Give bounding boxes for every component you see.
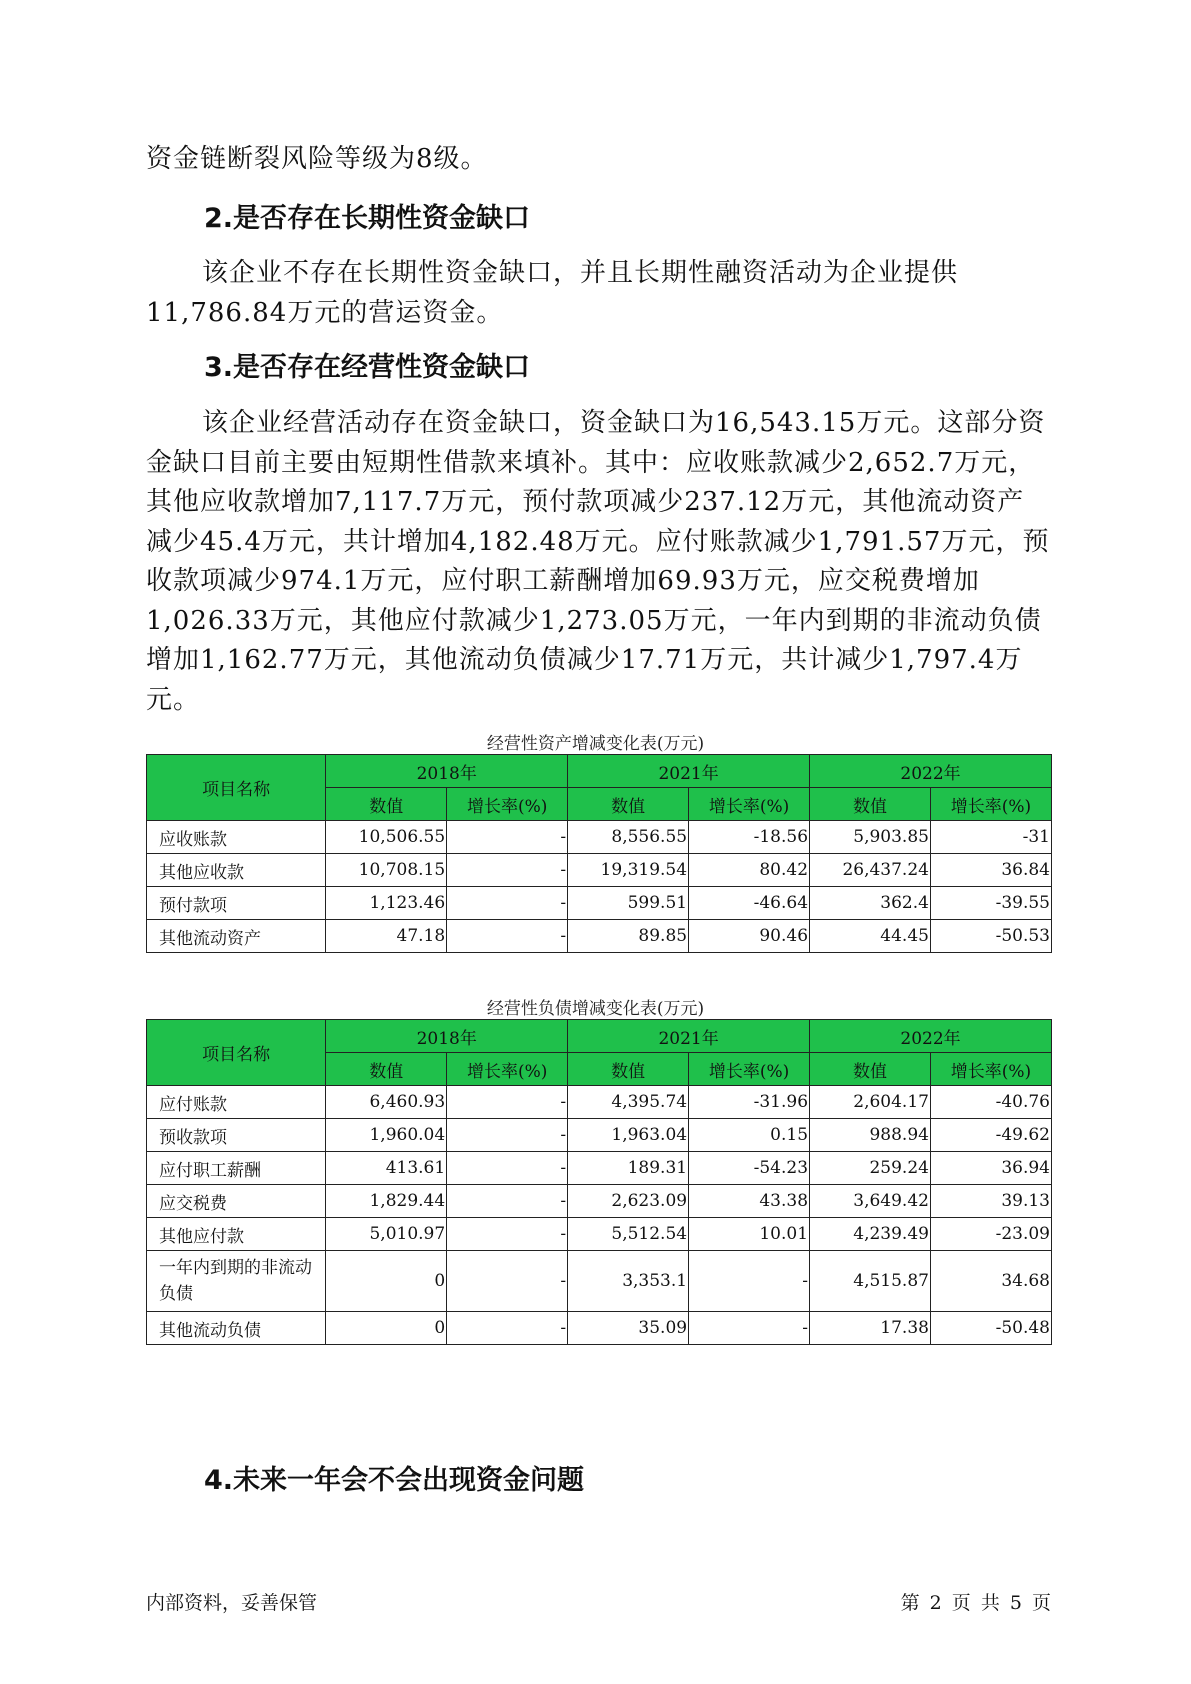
footer-confidential-note: 内部资料，妥善保管 — [146, 1592, 318, 1614]
row-label: 应付账款 — [147, 1086, 326, 1119]
header-growth: 增长率(%) — [930, 788, 1051, 821]
cell-value-2022: 362.4 — [810, 887, 931, 920]
table-row — [147, 821, 1052, 854]
table-row — [147, 920, 1052, 953]
cell-growth-2018: - — [447, 1152, 568, 1185]
cell-growth-2022: -50.53 — [930, 920, 1051, 953]
cell-value-2018: 5,010.97 — [326, 1218, 447, 1251]
cell-value-2018: 10,506.55 — [326, 821, 447, 854]
table-row — [147, 1152, 1052, 1185]
cell-growth-2021: -46.64 — [689, 887, 810, 920]
header-value: 数值 — [326, 788, 447, 821]
table-row — [147, 854, 1052, 887]
cell-value-2021: 599.51 — [568, 887, 689, 920]
cell-value-2021: 2,623.09 — [568, 1185, 689, 1218]
header-year-2021: 2021年 — [568, 1020, 810, 1053]
cell-growth-2021: 43.38 — [689, 1185, 810, 1218]
header-value: 数值 — [810, 788, 931, 821]
paragraph-risk-level: 资金链断裂风险等级为8级。 — [146, 144, 488, 174]
cell-growth-2018: - — [447, 1185, 568, 1218]
cell-value-2021: 89.85 — [568, 920, 689, 953]
cell-value-2018: 1,960.04 — [326, 1119, 447, 1152]
cell-value-2022: 259.24 — [810, 1152, 931, 1185]
cell-value-2021: 189.31 — [568, 1152, 689, 1185]
cell-growth-2022: -23.09 — [930, 1218, 1051, 1251]
cell-growth-2021: - — [689, 1312, 810, 1345]
cell-value-2021: 3,353.1 — [568, 1251, 689, 1312]
heading-operating-gap: 3.是否存在经营性资金缺口 — [204, 352, 531, 383]
cell-value-2022: 44.45 — [810, 920, 931, 953]
cell-growth-2018: - — [447, 1218, 568, 1251]
header-growth: 增长率(%) — [930, 1053, 1051, 1086]
table-row — [147, 1119, 1052, 1152]
cell-value-2022: 2,604.17 — [810, 1086, 931, 1119]
header-value: 数值 — [326, 1053, 447, 1086]
table-row — [147, 1086, 1052, 1119]
header-year-2018: 2018年 — [326, 755, 568, 788]
header-year-2022: 2022年 — [810, 755, 1052, 788]
cell-value-2021: 35.09 — [568, 1312, 689, 1345]
cell-growth-2021: 0.15 — [689, 1119, 810, 1152]
cell-growth-2022: -49.62 — [930, 1119, 1051, 1152]
cell-value-2022: 26,437.24 — [810, 854, 931, 887]
header-value: 数值 — [810, 1053, 931, 1086]
header-year-2018: 2018年 — [326, 1020, 568, 1053]
cell-value-2021: 1,963.04 — [568, 1119, 689, 1152]
cell-value-2022: 17.38 — [810, 1312, 931, 1345]
cell-growth-2022: -50.48 — [930, 1312, 1051, 1345]
cell-growth-2021: -18.56 — [689, 821, 810, 854]
cell-growth-2018: - — [447, 1251, 568, 1312]
cell-value-2018: 1,123.46 — [326, 887, 447, 920]
row-label: 一年内到期的非流动负债 — [147, 1251, 326, 1312]
cell-value-2018: 10,708.15 — [326, 854, 447, 887]
row-label: 应付职工薪酬 — [147, 1152, 326, 1185]
paragraph-long-term-gap: 该企业不存在长期性资金缺口，并且长期性融资活动为企业提供11,786.84万元的营运资金。 — [146, 258, 959, 328]
cell-growth-2018: - — [447, 887, 568, 920]
cell-growth-2018: - — [447, 920, 568, 953]
row-label: 其他流动资产 — [147, 920, 326, 953]
header-year-2022: 2022年 — [810, 1020, 1052, 1053]
cell-value-2018: 1,829.44 — [326, 1185, 447, 1218]
cell-value-2022: 5,903.85 — [810, 821, 931, 854]
cell-value-2021: 4,395.74 — [568, 1086, 689, 1119]
table-row — [147, 1218, 1052, 1251]
paragraph-operating-gap: 该企业经营活动存在资金缺口，资金缺口为16,543.15万元。这部分资金缺口目前主要由短期性借款来填补。其中：应收账款减少2,652.7万元，其他应收款增加7,117.7万元，预付款项减少237.12万元，其他流动资产减少45.4万元，共计增加4,182.48万元。应付账款减少1,791.57万元，预收款项减少974.1万元，应付职工薪酬增加69.93万元，应交税费增加1,026.33万元，其他应付款减少1,273.05万元，一年内到期的非流动负债增加1,162.77万元，其他流动负债减少17.71万元，共计减少1,797.4万元。 — [146, 408, 1050, 715]
row-label: 应收账款 — [147, 821, 326, 854]
table-row — [147, 1185, 1052, 1218]
cell-growth-2022: 39.13 — [930, 1185, 1051, 1218]
footer-page-number: 第 2 页 共 5 页 — [900, 1592, 1051, 1614]
cell-value-2022: 988.94 — [810, 1119, 931, 1152]
cell-growth-2021: - — [689, 1251, 810, 1312]
header-year-2021: 2021年 — [568, 755, 810, 788]
cell-growth-2022: -39.55 — [930, 887, 1051, 920]
row-label: 其他流动负债 — [147, 1312, 326, 1345]
row-label: 其他应收款 — [147, 854, 326, 887]
operating-liabilities-table — [146, 1019, 1052, 1345]
cell-growth-2021: 90.46 — [689, 920, 810, 953]
cell-value-2022: 3,649.42 — [810, 1185, 931, 1218]
row-label: 预收款项 — [147, 1119, 326, 1152]
table-row — [147, 1251, 1052, 1312]
row-label: 应交税费 — [147, 1185, 326, 1218]
row-label: 其他应付款 — [147, 1218, 326, 1251]
cell-growth-2022: 36.84 — [930, 854, 1051, 887]
table-row — [147, 887, 1052, 920]
cell-value-2021: 19,319.54 — [568, 854, 689, 887]
header-growth: 增长率(%) — [689, 1053, 810, 1086]
cell-value-2018: 0 — [326, 1312, 447, 1345]
cell-value-2018: 6,460.93 — [326, 1086, 447, 1119]
cell-growth-2018: - — [447, 821, 568, 854]
table-row — [147, 1312, 1052, 1345]
cell-growth-2018: - — [447, 854, 568, 887]
cell-growth-2018: - — [447, 1119, 568, 1152]
header-item-name: 项目名称 — [147, 755, 326, 821]
cell-value-2021: 8,556.55 — [568, 821, 689, 854]
cell-growth-2018: - — [447, 1086, 568, 1119]
table-caption-liabilities: 经营性负债增减变化表(万元) — [486, 999, 705, 1019]
cell-value-2018: 413.61 — [326, 1152, 447, 1185]
cell-growth-2021: -54.23 — [689, 1152, 810, 1185]
cell-value-2018: 47.18 — [326, 920, 447, 953]
cell-growth-2022: -40.76 — [930, 1086, 1051, 1119]
header-growth: 增长率(%) — [447, 788, 568, 821]
cell-value-2022: 4,239.49 — [810, 1218, 931, 1251]
cell-growth-2021: -31.96 — [689, 1086, 810, 1119]
heading-next-year-funding: 4.未来一年会不会出现资金问题 — [204, 1465, 585, 1496]
cell-value-2022: 4,515.87 — [810, 1251, 931, 1312]
heading-long-term-gap: 2.是否存在长期性资金缺口 — [204, 203, 531, 234]
header-value: 数值 — [568, 1053, 689, 1086]
operating-assets-table — [146, 754, 1052, 953]
header-growth: 增长率(%) — [689, 788, 810, 821]
header-value: 数值 — [568, 788, 689, 821]
cell-growth-2022: 34.68 — [930, 1251, 1051, 1312]
cell-value-2021: 5,512.54 — [568, 1218, 689, 1251]
header-item-name: 项目名称 — [147, 1020, 326, 1086]
cell-growth-2021: 10.01 — [689, 1218, 810, 1251]
cell-growth-2021: 80.42 — [689, 854, 810, 887]
cell-growth-2022: -31 — [930, 821, 1051, 854]
header-growth: 增长率(%) — [447, 1053, 568, 1086]
row-label: 预付款项 — [147, 887, 326, 920]
cell-value-2018: 0 — [326, 1251, 447, 1312]
cell-growth-2022: 36.94 — [930, 1152, 1051, 1185]
cell-growth-2018: - — [447, 1312, 568, 1345]
table-caption-assets: 经营性资产增减变化表(万元) — [486, 734, 705, 754]
